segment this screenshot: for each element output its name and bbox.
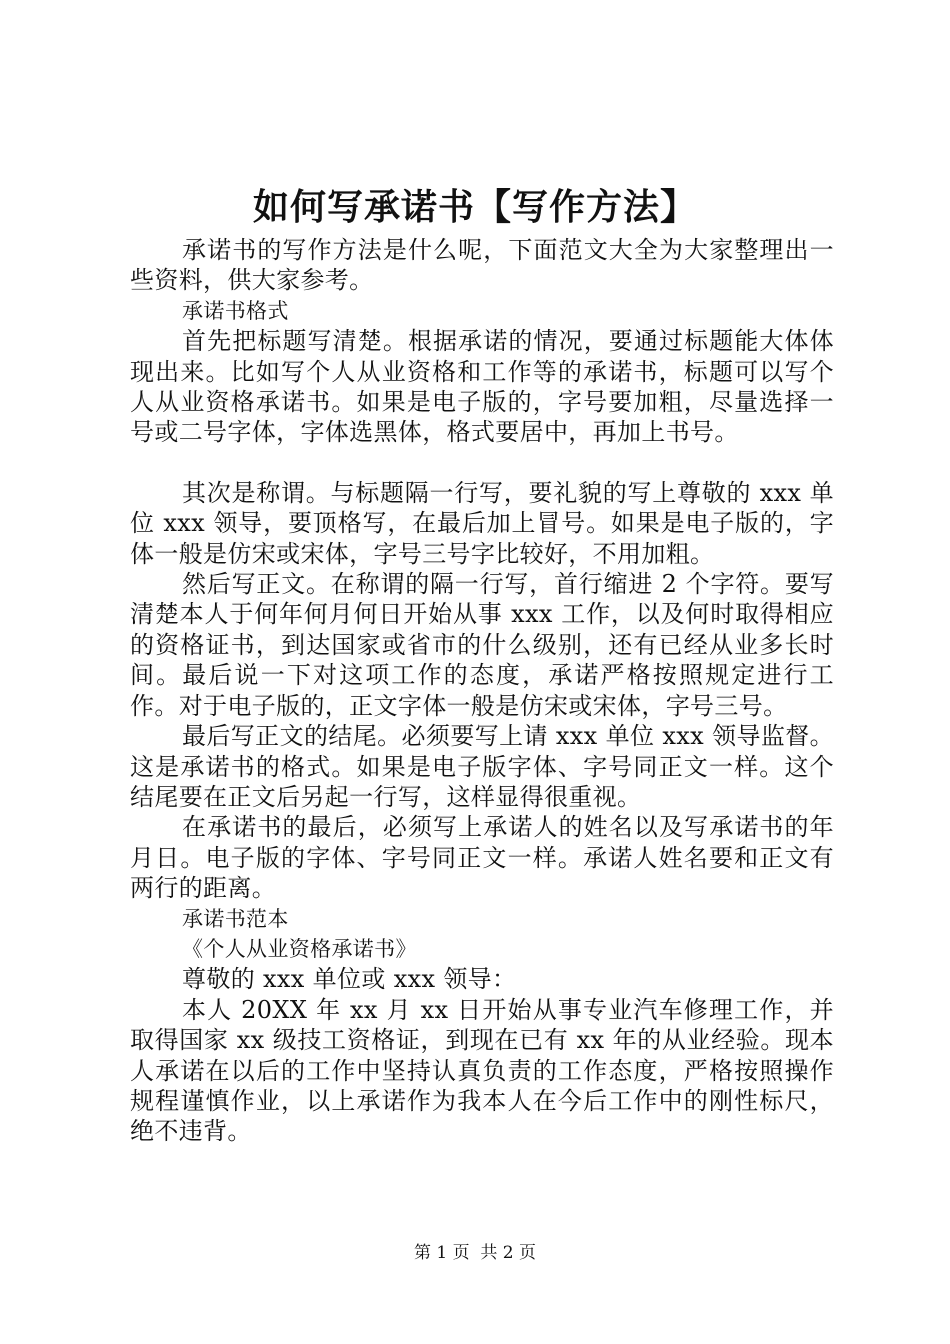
sample-body: 本人 20XX 年 xx 月 xx 日开始从事专业汽车修理工作，并取得国家 xx 级技工资格证，到现在已有 xx 年的从业经验。现本人承诺在以后的工作中坚持认真负责的工作态度，严格按照操作规程谨慎作业，以上承诺作为我本人在今后工作中的刚性标尺，绝不违背。: [130, 995, 834, 1146]
paragraph-ending-rule: 最后写正文的结尾。必须要写上请 xxx 单位 xxx 领导监督。这是承诺书的格式。如果是电子版字体、字号同正文一样。这个结尾要在正文后另起一行写，这样显得很重视。: [130, 722, 834, 811]
paragraph-signature-rule: 在承诺书的最后，必须写上承诺人的姓名以及写承诺书的年月日。电子版的字体、字号同正文一样。承诺人姓名要和正文有两行的距离。: [130, 813, 834, 903]
document-title: 如何写承诺书【写作方法】: [252, 186, 697, 228]
sample-salutation: 尊敬的 xxx 单位或 xxx 领导：: [182, 965, 517, 994]
page-number-footer: 第 1 页 共 2 页: [413, 1243, 537, 1263]
paragraph-title-rule: 首先把标题写清楚。根据承诺的情况，要通过标题能大体体现出来。比如写个人从业资格和工作等的承诺书，标题可以写个人从业资格承诺书。如果是电子版的，字号要加粗，尽量选择一号或二号字体，字体选黑体，格式要居中，再加上书号。: [130, 327, 834, 447]
intro-paragraph: 承诺书的写作方法是什么呢，下面范文大全为大家整理出一些资料，供大家参考。: [130, 236, 834, 295]
sample-title: 《个人从业资格承诺书》: [182, 936, 417, 961]
section-heading-sample: 承诺书范本: [182, 906, 289, 931]
blank-line: [130, 448, 834, 478]
document-body: [130, 235, 834, 1147]
section-heading-format: 承诺书格式: [182, 298, 289, 323]
paragraph-body-rule: 然后写正文。在称谓的隔一行写，首行缩进 2 个字符。要写清楚本人于何年何月何日开始从事 xxx 工作，以及何时取得相应的资格证书，到达国家或省市的什么级别，还有已经从业多长时间。最后说一下对这项工作的态度，承诺严格按照规定进行工作。对于电子版的，正文字体一般是仿宋或宋体，字号三号。: [130, 570, 834, 720]
paragraph-salutation-rule: 其次是称谓。与标题隔一行写，要礼貌的写上尊敬的 xxx 单位 xxx 领导，要顶格写，在最后加上冒号。如果是电子版的，字体一般是仿宋或宋体，字号三号字比较好，不用加粗。: [130, 478, 834, 568]
